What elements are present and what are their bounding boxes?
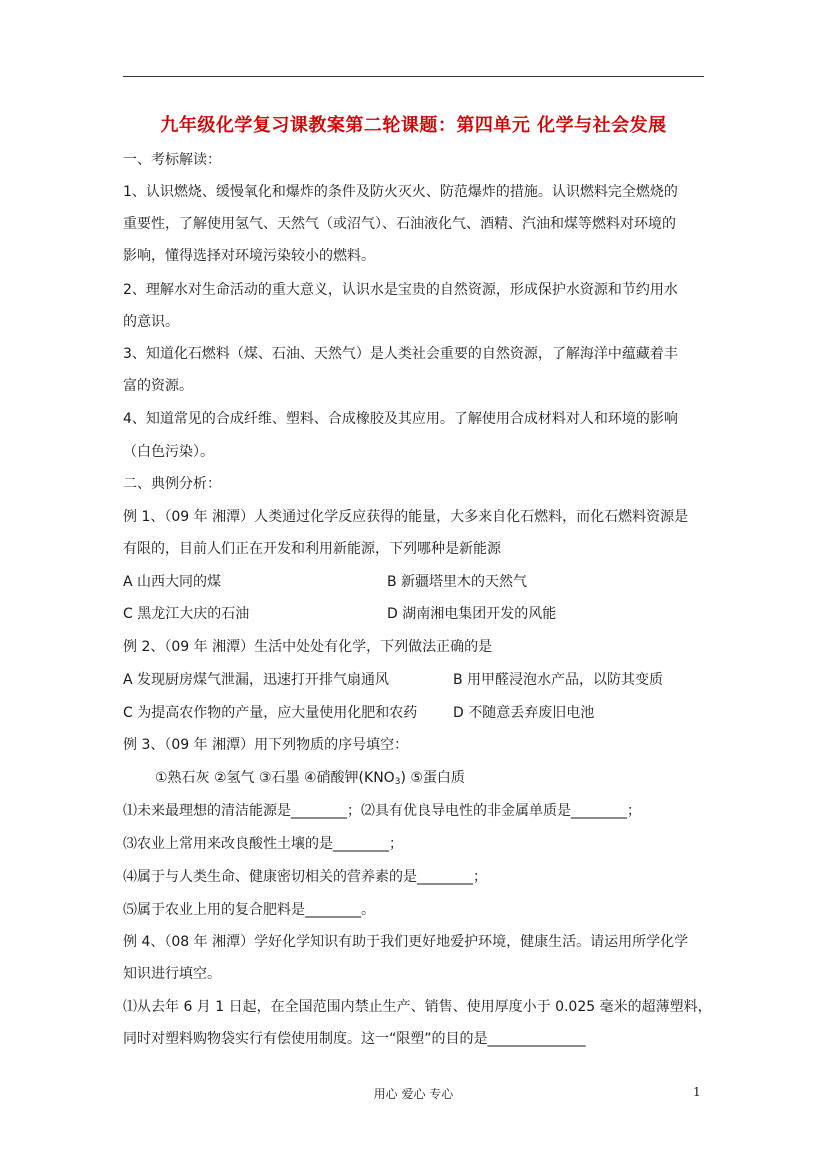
substance-list [155, 768, 465, 788]
text-line: 2、理解水对生命活动的重大意义，认识水是宝贵的自然资源，形成保护水资源和节约用水 [123, 282, 678, 298]
example-3-line: 例 3、（09 年 湘潭）用下列物质的序号填空： [123, 737, 409, 753]
substance-list-text: ) ⑤蛋白质 [400, 770, 465, 786]
option-b: B 用甲醛浸泡水产品，以防其变质 [453, 672, 664, 688]
example-1-line: 例 1、（09 年 湘潭）人类通过化学反应获得的能量，大多来自化石燃料，而化石燃料资源是 [123, 509, 689, 525]
question-line: ⑷属于与人类生命、健康密切相关的营养素的是________； [123, 869, 487, 885]
text-line: 影响，懂得选择对环境污染较小的燃料。 [123, 248, 375, 264]
footer-motto: 用心 爱心 专心 [373, 1087, 454, 1101]
section-heading-2: 二、典例分析： [123, 476, 221, 492]
text-line: 重要性，了解使用氢气、天然气（或沼气）、石油液化气、酒精、汽油和煤等燃料对环境的 [123, 216, 676, 232]
example-2-line: 例 2、（09 年 湘潭）生活中处处有化学，下列做法正确的是 [123, 639, 493, 655]
example-4-line: 知识进行填空。 [123, 966, 221, 982]
text-line: 的意识。 [123, 314, 179, 330]
page-number: 1 [693, 1085, 701, 1099]
option-a: A 发现厨房煤气泄漏，迅速打开排气扇通风 [123, 672, 390, 688]
text-line: 富的资源。 [123, 378, 193, 394]
question-line: ⑶农业上常用来改良酸性土壤的是________； [123, 836, 403, 852]
example-1-line: 有限的，目前人们正在开发和利用新能源，下列哪种是新能源 [123, 541, 501, 557]
question-line: ⑴未来最理想的清洁能源是________；⑵具有优良导电性的非金属单质是________； [123, 803, 641, 819]
option-a: A 山西大同的煤 [123, 574, 222, 590]
header-rule [123, 76, 704, 77]
text-line: 4、知道常见的合成纤维、塑料、合成橡胶及其应用。了解使用合成材料对人和环境的影响 [123, 411, 678, 427]
option-d: D 不随意丢弃废旧电池 [453, 705, 595, 721]
page-title: 九年级化学复习课教案第二轮课题：第四单元 化学与社会发展 [160, 115, 667, 136]
option-c: C 黑龙江大庆的石油 [123, 606, 250, 622]
subscript: 3 [394, 777, 401, 787]
option-d: D 湖南湘电集团开发的风能 [387, 606, 557, 622]
substance-list-text: ①熟石灰 ②氢气 ③石墨 ④硝酸钾(KNO [155, 770, 395, 786]
text-line: （白色污染）。 [123, 444, 214, 460]
question-line: 同时对塑料购物袋实行有偿使用制度。这一“限塑”的目的是______________ [123, 1031, 586, 1047]
option-c: C 为提高农作物的产量，应大量使用化肥和农药 [123, 705, 418, 721]
question-line: ⑴从去年 6 月 1 日起，在全国范围内禁止生产、销售、使用厚度小于 0.025 毫米的超薄塑料， [123, 999, 712, 1015]
text-line: 3、知道化石燃料（煤、石油、天然气）是人类社会重要的自然资源，了解海洋中蕴藏着丰 [123, 346, 678, 362]
option-b: B 新疆塔里木的天然气 [387, 574, 528, 590]
example-4-line: 例 4、（08 年 湘潭）学好化学知识有助于我们更好地爱护环境，健康生活。请运用所学化学 [123, 934, 689, 950]
text-line: 1、认识燃烧、缓慢氧化和爆炸的条件及防火灭火、防范爆炸的措施。认识燃料完全燃烧的 [123, 184, 678, 200]
question-line: ⑸属于农业上用的复合肥料是________。 [123, 902, 375, 918]
section-heading-1: 一、考标解读： [123, 152, 221, 168]
